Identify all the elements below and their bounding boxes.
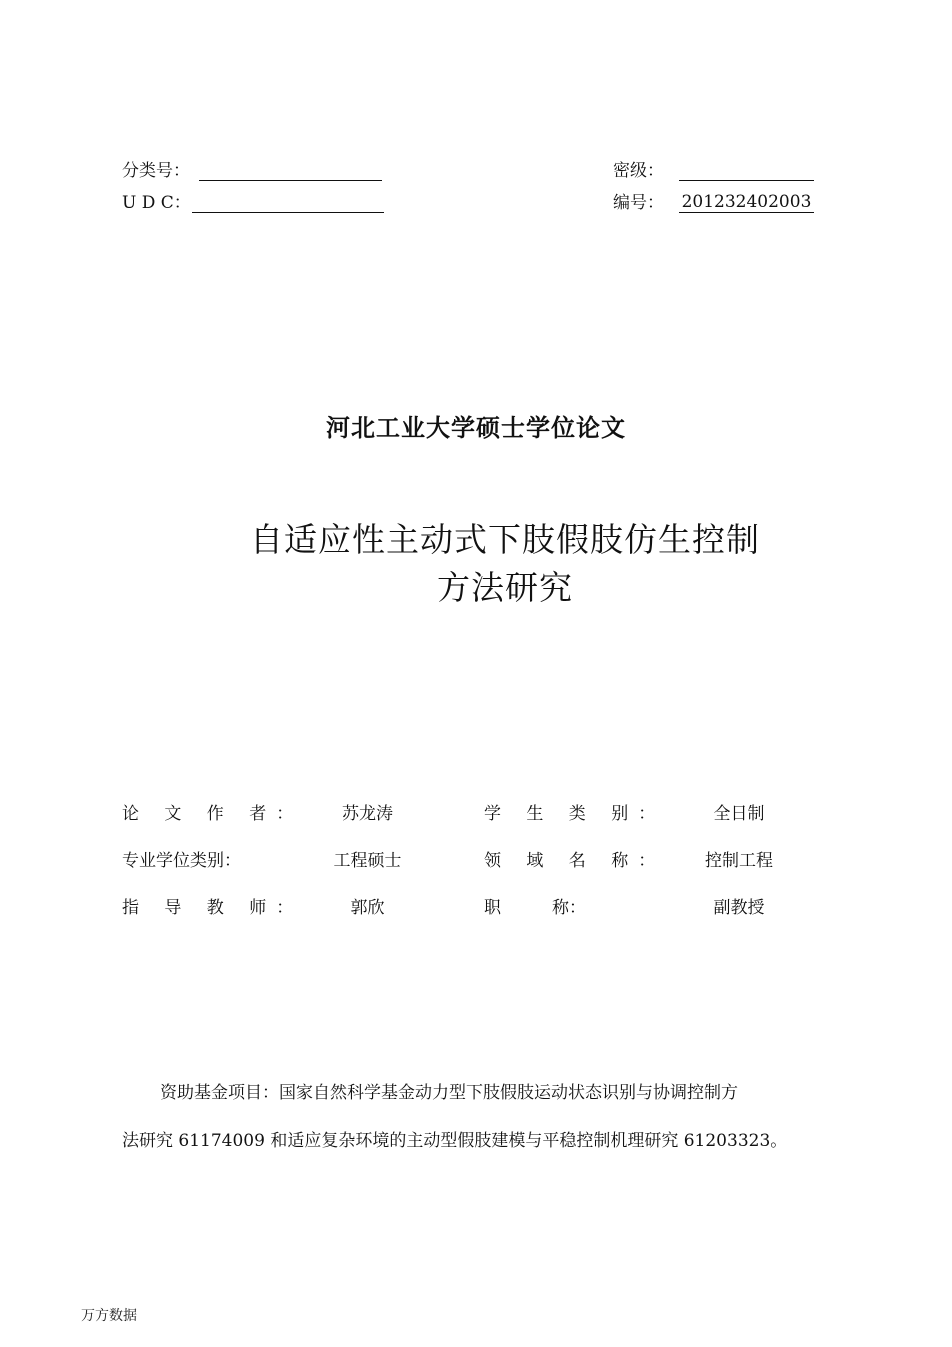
advisor-label: 指 导 教 师： (122, 898, 304, 918)
funding-line-2: 法研究 61174009 和适应复杂环境的主动型假肢建模与平稳控制机理研究 61203323。 (122, 1131, 788, 1151)
field-label: 领 域 名 称： (484, 851, 666, 871)
udc-label: U D C： (122, 193, 191, 213)
secrecy-field (679, 160, 814, 181)
udc-field (192, 192, 384, 213)
classification-label: 分类号： (122, 161, 190, 181)
secrecy-label: 密级： (613, 161, 664, 181)
classification-field (199, 160, 382, 181)
footer-source: 万方数据 (81, 1308, 137, 1324)
thesis-title-line-1: 自适应性主动式下肢假肢仿生控制 (250, 520, 760, 559)
field-value: 控制工程 (705, 851, 773, 871)
funding-line-1: 资助基金项目：国家自然科学基金动力型下肢假肢运动状态识别与协调控制方 (160, 1083, 738, 1103)
advisor-value: 郭欣 (350, 898, 385, 918)
author-value: 苏龙涛 (342, 804, 393, 824)
number-label: 编号： (613, 193, 664, 213)
degree-type-value: 工程硕士 (333, 851, 402, 871)
institution-heading: 河北工业大学硕士学位论文 (326, 414, 626, 442)
author-label: 论 文 作 者： (122, 804, 304, 824)
student-type-value: 全日制 (713, 804, 765, 824)
student-type-label: 学 生 类 别： (484, 804, 666, 824)
professional-title-value: 副教授 (713, 898, 765, 918)
thesis-title-line-2: 方法研究 (437, 568, 573, 607)
professional-title-label: 职 称： (484, 898, 586, 918)
number-field: 201232402003 (679, 192, 814, 213)
degree-type-label: 专业学位类别： (122, 851, 241, 871)
